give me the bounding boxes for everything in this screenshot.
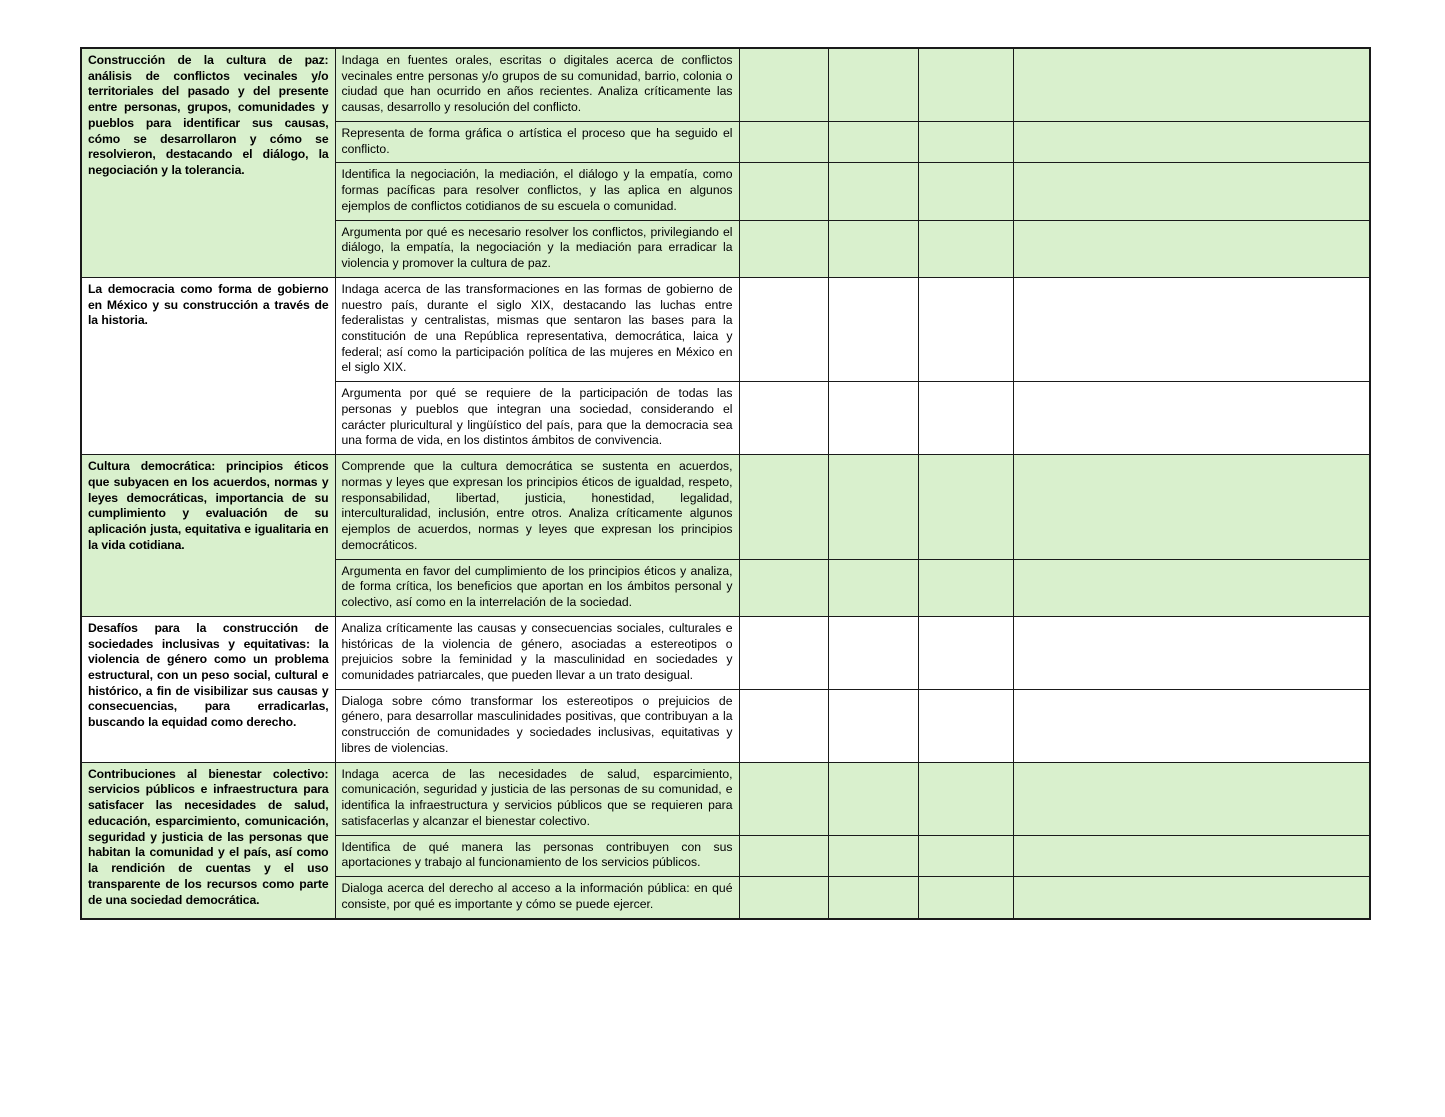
periodo1-cell[interactable]: [739, 689, 828, 762]
periodo2-cell[interactable]: [828, 163, 918, 220]
periodo1-cell[interactable]: [739, 277, 828, 381]
contenido-cell: Construcción de la cultura de paz: análisis de conflictos vecinales y/o territoriales del pasado y del presente entre personas, grupos, comunidades y pueblos para identificar sus causas, cómo se desarrollaron y cómo se resolvieron, destacando el diálogo, la negociación y la tolerancia.: [81, 48, 335, 277]
contenido-cell: Cultura democrática: principios éticos que subyacen en los acuerdos, normas y leyes democráticas, importancia de su cumplimiento y evaluación de su aplicación justa, equitativa e igualitaria en la vida cotidiana.: [81, 455, 335, 617]
pda-cell: Indaga en fuentes orales, escritas o digitales acerca de conflictos vecinales entre personas y/o grupos de su comunidad, barrio, colonia o ciudad que han ocurrido en años recientes. Analiza críticamente las causas, desarrollo y resolución del conflicto.: [335, 48, 739, 121]
periodo3-cell[interactable]: [918, 559, 1013, 616]
curriculum-table-wrapper: [80, 47, 1369, 920]
periodo1-cell[interactable]: [739, 220, 828, 277]
periodo1-cell[interactable]: [739, 163, 828, 220]
pda-cell: Dialoga sobre cómo transformar los estereotipos o prejuicios de género, para desarrollar masculinidades positivas, que contribuyan a la construcción de comunidades y sociedades inclusivas, equitativas y libres de violencias.: [335, 689, 739, 762]
observaciones-cell[interactable]: [1013, 762, 1370, 835]
observaciones-cell[interactable]: [1013, 277, 1370, 381]
pda-cell: Comprende que la cultura democrática se sustenta en acuerdos, normas y leyes que expresan los principios éticos de igualdad, respeto, responsabilidad, libertad, justicia, honestidad, legalidad, interculturalidad, inclusión, entre otros. Analiza críticamente algunos ejemplos de acuerdos, normas y leyes que expresan los principios democráticos.: [335, 455, 739, 559]
observaciones-cell[interactable]: [1013, 689, 1370, 762]
pda-cell: Representa de forma gráfica o artística el proceso que ha seguido el conflicto.: [335, 121, 739, 162]
contenido-cell: La democracia como forma de gobierno en México y su construcción a través de la historia.: [81, 277, 335, 454]
periodo2-cell[interactable]: [828, 689, 918, 762]
periodo3-cell[interactable]: [918, 616, 1013, 689]
observaciones-cell[interactable]: [1013, 559, 1370, 616]
periodo3-cell[interactable]: [918, 877, 1013, 919]
table-row: [81, 48, 1370, 121]
periodo2-cell[interactable]: [828, 277, 918, 381]
pda-cell: Identifica la negociación, la mediación, el diálogo y la empatía, como formas pacíficas para resolver conflictos, y las aplica en algunos ejemplos de conflictos cotidianos de su escuela o comunidad.: [335, 163, 739, 220]
periodo1-cell[interactable]: [739, 877, 828, 919]
periodo1-cell[interactable]: [739, 835, 828, 876]
periodo3-cell[interactable]: [918, 835, 1013, 876]
periodo1-cell[interactable]: [739, 762, 828, 835]
periodo3-cell[interactable]: [918, 121, 1013, 162]
periodo1-cell[interactable]: [739, 121, 828, 162]
periodo2-cell[interactable]: [828, 455, 918, 559]
periodo1-cell[interactable]: [739, 382, 828, 455]
periodo1-cell[interactable]: [739, 559, 828, 616]
periodo3-cell[interactable]: [918, 163, 1013, 220]
periodo1-cell[interactable]: [739, 616, 828, 689]
table-row: [81, 277, 1370, 381]
observaciones-cell[interactable]: [1013, 220, 1370, 277]
table-row: [81, 616, 1370, 689]
periodo3-cell[interactable]: [918, 48, 1013, 121]
pda-cell: Indaga acerca de las necesidades de salud, esparcimiento, comunicación, seguridad y justicia de las personas de su comunidad, e identifica la infraestructura y servicios públicos que se requieren para satisfacerlas y alcanzar el bienestar colectivo.: [335, 762, 739, 835]
table-row: [81, 762, 1370, 835]
periodo3-cell[interactable]: [918, 689, 1013, 762]
pda-cell: Argumenta por qué es necesario resolver los conflictos, privilegiando el diálogo, la empatía, la negociación y la mediación para erradicar la violencia y promover la cultura de paz.: [335, 220, 739, 277]
table-row: [81, 455, 1370, 559]
periodo1-cell[interactable]: [739, 455, 828, 559]
observaciones-cell[interactable]: [1013, 48, 1370, 121]
observaciones-cell[interactable]: [1013, 455, 1370, 559]
observaciones-cell[interactable]: [1013, 616, 1370, 689]
periodo3-cell[interactable]: [918, 455, 1013, 559]
observaciones-cell[interactable]: [1013, 163, 1370, 220]
pda-cell: Dialoga acerca del derecho al acceso a la información pública: en qué consiste, por qué es importante y cómo se puede ejercer.: [335, 877, 739, 919]
periodo3-cell[interactable]: [918, 277, 1013, 381]
pda-cell: Argumenta en favor del cumplimiento de los principios éticos y analiza, de forma crítica, los beneficios que aportan en los ámbitos personal y colectivo, así como en la interrelación de la sociedad.: [335, 559, 739, 616]
observaciones-cell[interactable]: [1013, 121, 1370, 162]
periodo1-cell[interactable]: [739, 48, 828, 121]
pda-cell: Analiza críticamente las causas y consecuencias sociales, culturales e históricas de la violencia de género, asociadas a estereotipos o prejuicios sobre la feminidad y la masculinidad en sociedades y comunidades patriarcales, que pueden llevar a un trato desigual.: [335, 616, 739, 689]
contenido-cell: Desafíos para la construcción de sociedades inclusivas y equitativas: la violencia de género como un problema estructural, con un peso social, cultural e histórico, a fin de visibilizar sus causas y consecuencias, para erradicarlas, buscando la equidad como derecho.: [81, 616, 335, 762]
pda-cell: Indaga acerca de las transformaciones en las formas de gobierno de nuestro país, durante el siglo XIX, destacando las luchas entre federalistas y centralistas, mismas que sentaron las bases para la constitución de una República representativa, democrática, laica y federal; así como la participación política de las mujeres en México en el siglo XIX.: [335, 277, 739, 381]
periodo2-cell[interactable]: [828, 220, 918, 277]
table-body: [81, 48, 1370, 919]
periodo3-cell[interactable]: [918, 220, 1013, 277]
periodo3-cell[interactable]: [918, 382, 1013, 455]
observaciones-cell[interactable]: [1013, 877, 1370, 919]
periodo2-cell[interactable]: [828, 616, 918, 689]
curriculum-table: [80, 47, 1371, 920]
periodo2-cell[interactable]: [828, 559, 918, 616]
pda-cell: Identifica de qué manera las personas contribuyen con sus aportaciones y trabajo al funcionamiento de los servicios públicos.: [335, 835, 739, 876]
contenido-cell: Contribuciones al bienestar colectivo: servicios públicos e infraestructura para satisfacer las necesidades de salud, educación, esparcimiento, comunicación, seguridad y justicia de las personas que habitan la comunidad y el país, así como la rendición de cuentas y el uso transparente de los recursos como parte de una sociedad democrática.: [81, 762, 335, 918]
periodo2-cell[interactable]: [828, 835, 918, 876]
periodo3-cell[interactable]: [918, 762, 1013, 835]
periodo2-cell[interactable]: [828, 762, 918, 835]
periodo2-cell[interactable]: [828, 382, 918, 455]
observaciones-cell[interactable]: [1013, 382, 1370, 455]
pda-cell: Argumenta por qué se requiere de la participación de todas las personas y pueblos que integran una sociedad, considerando el carácter pluricultural y lingüístico del país, para que la democracia sea una forma de vida, en los distintos ámbitos de convivencia.: [335, 382, 739, 455]
observaciones-cell[interactable]: [1013, 835, 1370, 876]
periodo2-cell[interactable]: [828, 121, 918, 162]
periodo2-cell[interactable]: [828, 48, 918, 121]
periodo2-cell[interactable]: [828, 877, 918, 919]
